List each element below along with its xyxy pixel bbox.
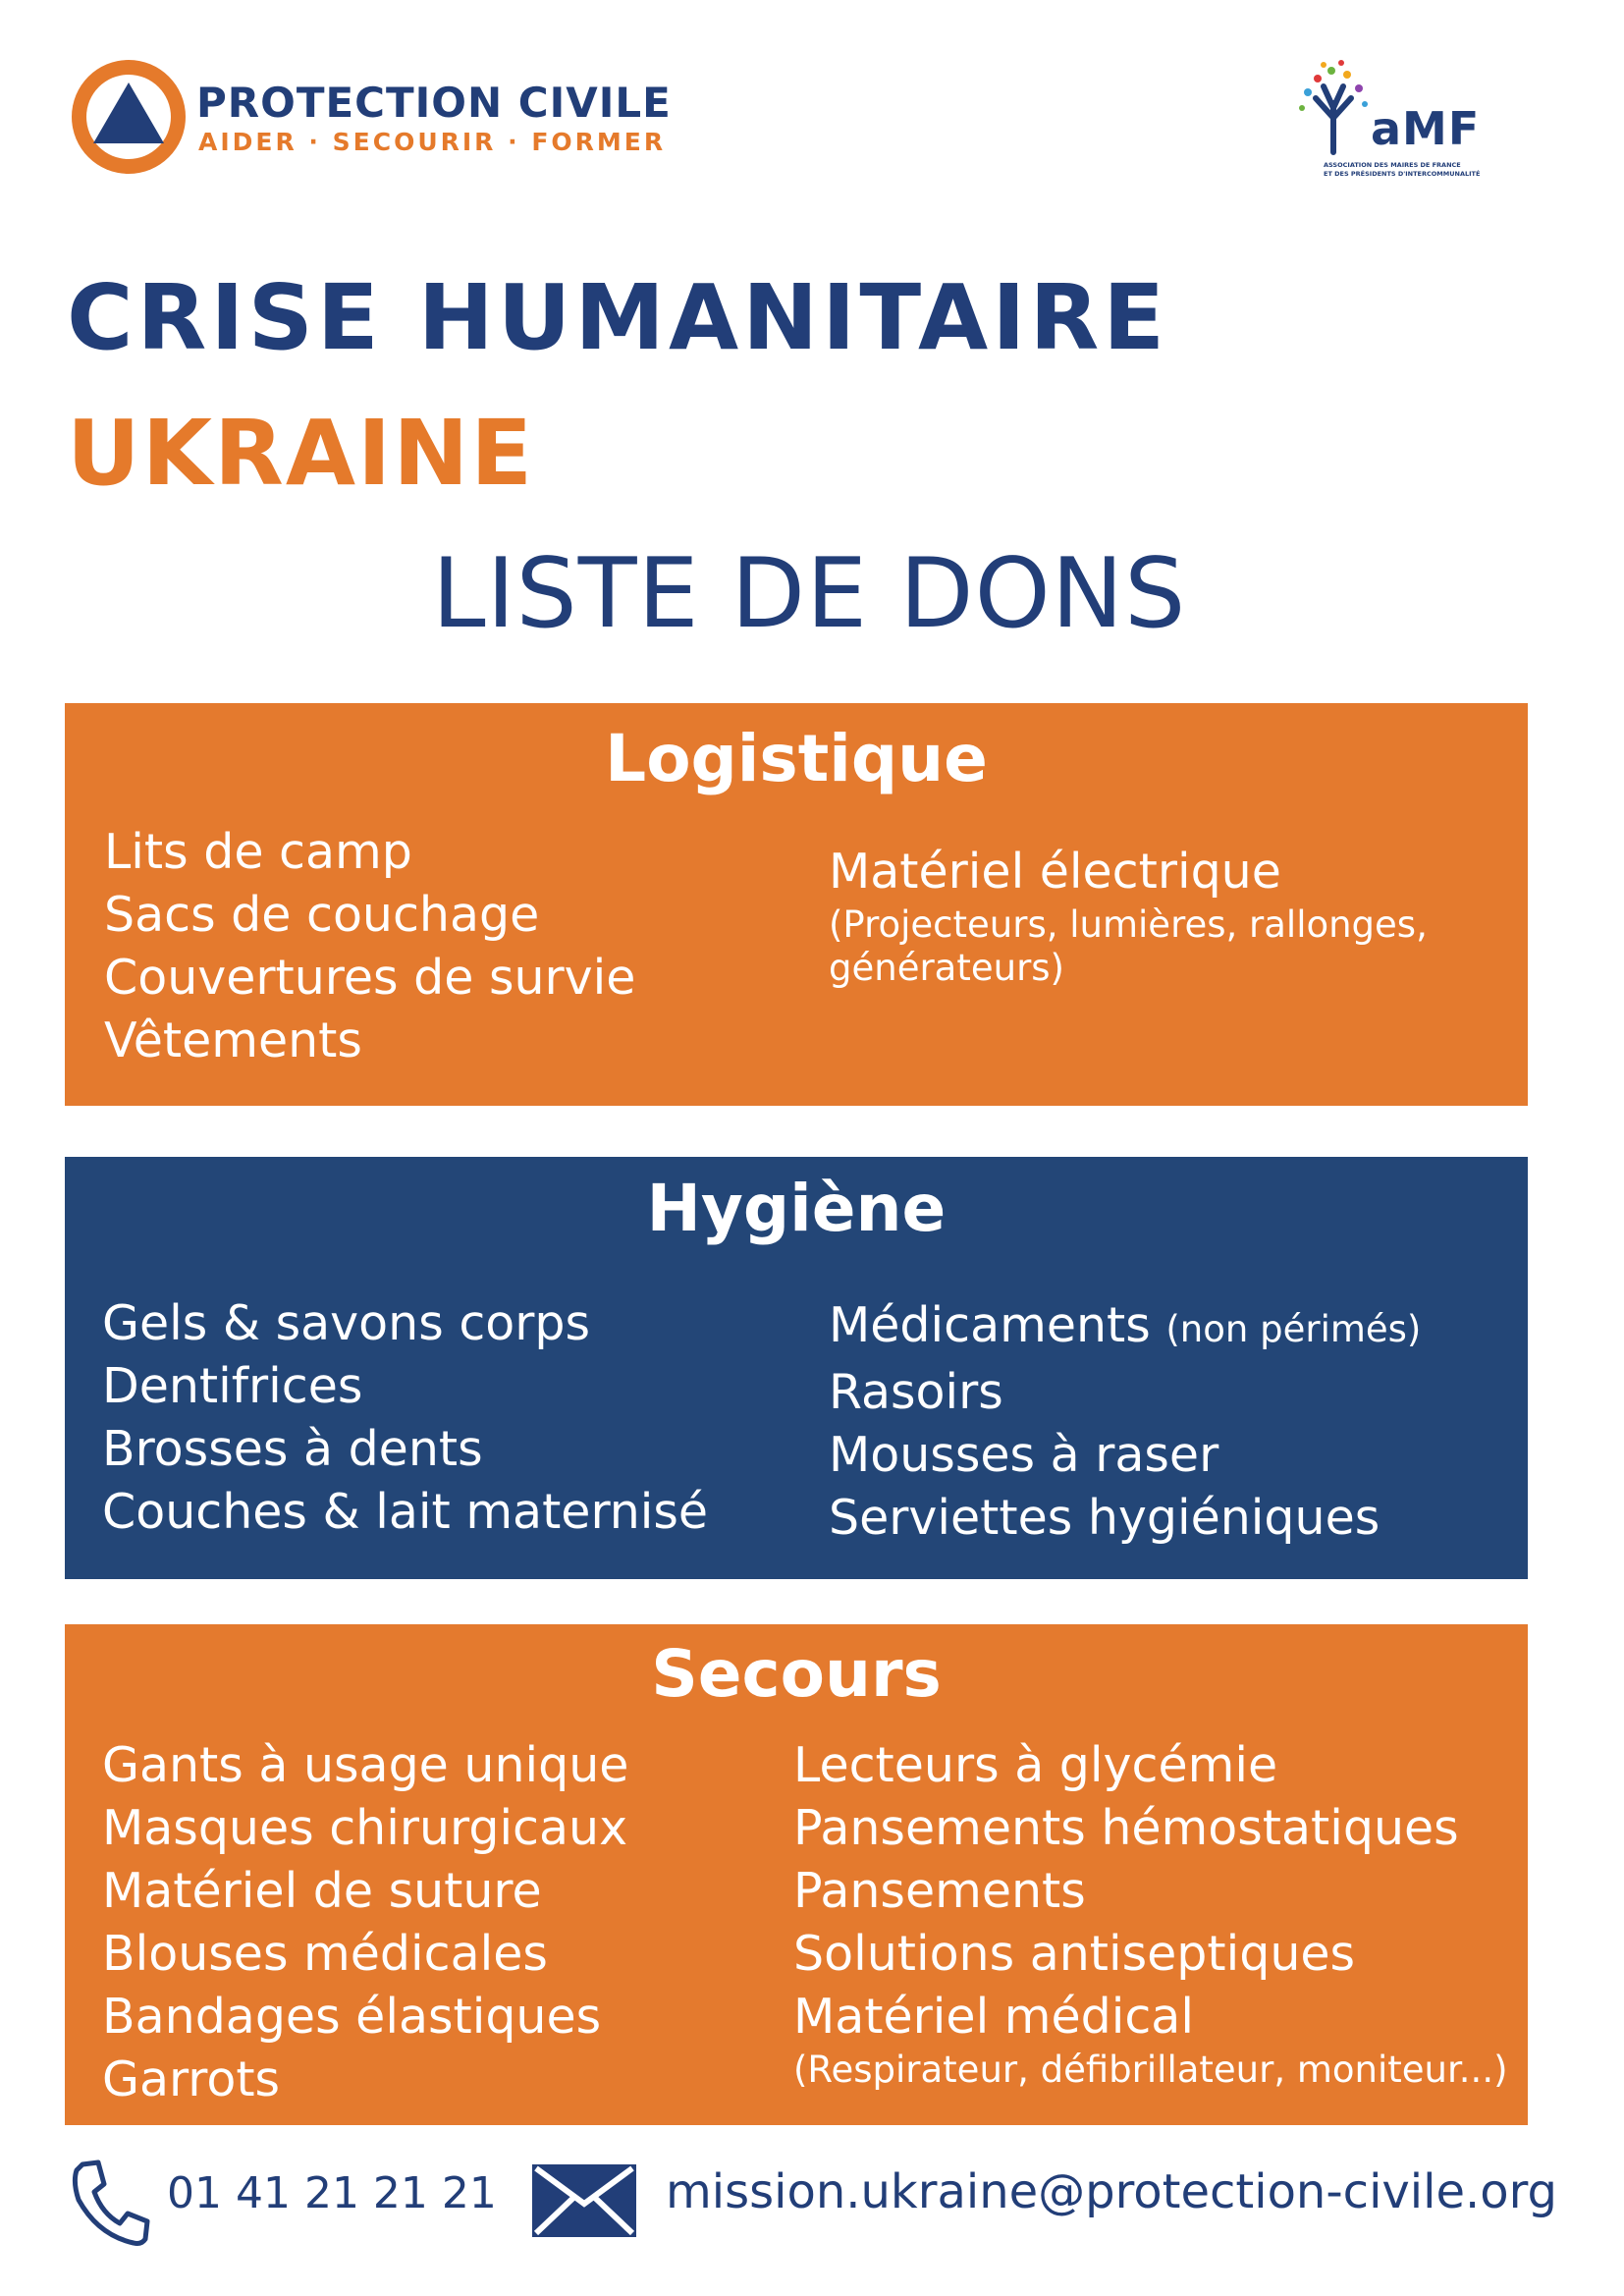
hygiene-left-list (102, 1292, 708, 1544)
hygiene-panel (65, 1157, 1528, 1579)
email-link[interactable]: mission.ukraine@protection-civile.org (666, 2164, 1557, 2219)
logistique-right-list (829, 841, 1428, 990)
phone-number-link[interactable]: 01 41 21 21 21 (167, 2168, 497, 2218)
list-item: Masques chirurgicaux (102, 1800, 628, 1856)
page-title: CRISE HUMANITAIRE (67, 265, 1169, 370)
protection-civile-name: PROTECTION CIVILE (196, 79, 672, 127)
protection-civile-emblem-icon (71, 59, 187, 175)
hygiene-right-list (829, 1294, 1421, 1550)
logistique-panel (65, 703, 1528, 1106)
list-item: Rasoirs (829, 1364, 1003, 1420)
secours-right-list (793, 1734, 1508, 2092)
amf-subtitle-line2: ET DES PRÉSIDENTS D'INTERCOMMUNALITÉ (1324, 170, 1481, 178)
list-item: Pansements (793, 1863, 1086, 1919)
list-item: Pansements hémostatiques (793, 1800, 1459, 1856)
envelope-icon (532, 2164, 636, 2237)
list-item-note: (Projecteurs, lumières, rallonges, (829, 903, 1428, 946)
amf-subtitle (1324, 161, 1538, 179)
hygiene-title: Hygiène (646, 1171, 947, 1246)
amf-wordmark: aMF (1371, 102, 1481, 155)
list-item: Brosses à dents (102, 1421, 483, 1477)
list-item-main: Médicaments (829, 1297, 1151, 1353)
logistique-title: Logistique (605, 721, 988, 796)
list-item: Garrots (102, 2051, 281, 2107)
list-item: Serviettes hygiéniques (829, 1490, 1380, 1546)
list-item-note: générateurs) (829, 947, 1064, 989)
amf-logo (1294, 59, 1538, 187)
list-item: Lits de camp (104, 824, 412, 880)
list-item: Gants à usage unique (102, 1737, 629, 1793)
secours-left-list (102, 1734, 628, 2111)
list-item: Blouses médicales (102, 1926, 548, 1982)
list-item: Couvertures de survie (104, 950, 636, 1006)
list-item: Lecteurs à glycémie (793, 1737, 1278, 1793)
list-item: Couches & lait maternisé (102, 1484, 709, 1540)
list-item: Matériel médical (793, 1989, 1194, 2045)
list-item: Sacs de couchage (104, 887, 540, 943)
page-heading-donation-list: LISTE DE DONS (432, 538, 1187, 650)
list-item: Solutions antiseptiques (793, 1926, 1356, 1982)
list-item: Matériel de suture (102, 1863, 542, 1919)
page-subtitle-country: UKRAINE (67, 401, 535, 506)
list-item: Bandages élastiques (102, 1989, 602, 2045)
list-item-note: (Respirateur, défibrillateur, moniteur...) (793, 2049, 1508, 2091)
protection-civile-logo (71, 59, 758, 177)
secours-title: Secours (651, 1636, 942, 1712)
list-item: Vêtements (104, 1012, 362, 1068)
logistique-left-list (104, 821, 635, 1072)
list-item: Mousses à raser (829, 1427, 1219, 1483)
amf-subtitle-line1: ASSOCIATION DES MAIRES DE FRANCE (1324, 161, 1461, 169)
list-item-note: (non périmés) (1165, 1308, 1422, 1350)
phone-icon (69, 2159, 151, 2247)
list-item: Gels & savons corps (102, 1295, 591, 1351)
secours-panel (65, 1624, 1528, 2125)
amf-tree-icon (1294, 59, 1373, 157)
protection-civile-tagline: AIDER · SECOURIR · FORMER (198, 128, 667, 156)
contact-bar (0, 2151, 1624, 2249)
list-item (829, 1294, 1421, 1361)
list-item: Matériel électrique (829, 844, 1281, 900)
list-item: Dentifrices (102, 1358, 363, 1414)
